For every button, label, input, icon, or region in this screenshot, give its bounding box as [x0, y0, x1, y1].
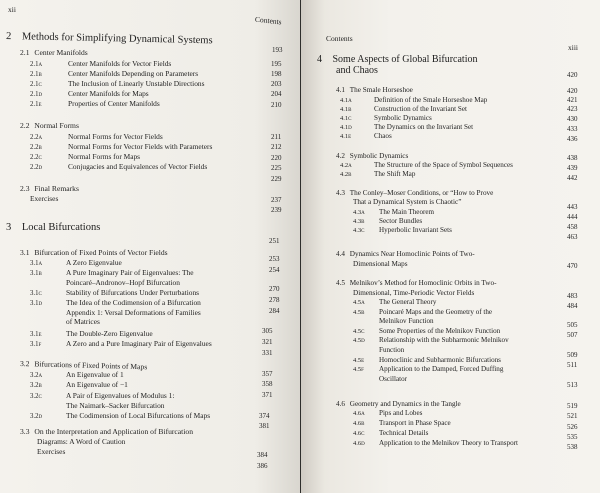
- subsection-2-2b: 2.2b Normal Forms for Vector Fields with Parameters: [30, 142, 213, 151]
- page-ref: 505: [567, 321, 578, 329]
- page-ref: 371: [262, 391, 273, 399]
- page-ref: 443: [567, 203, 578, 211]
- section-4-3-cont: That a Dynamical System is Chaotic”: [353, 198, 462, 206]
- appendix-1: Appendix 1: Versal Deformations of Families: [66, 308, 201, 317]
- chapter-2-heading: [6, 32, 213, 47]
- subsection-4-1b: 4.1b Construction of the Invariant Set: [340, 105, 467, 113]
- page-ref: 484: [567, 302, 578, 310]
- page-number-right: xiii: [568, 43, 579, 52]
- chapter-title: Some Aspects of Global Bifurcation: [332, 54, 478, 65]
- subsection-2-2a: 2.2a Normal Forms for Vector Fields: [30, 132, 163, 141]
- subsection-4-5b-cont: Melnikov Function: [379, 317, 434, 325]
- section-3-3: 3.3 On the Interpretation and Application of Bifurcation: [20, 427, 193, 436]
- page-ref: 439: [567, 164, 578, 172]
- exercises-ch2: Exercises: [30, 194, 59, 203]
- page-ref: 253: [269, 255, 280, 263]
- page-ref: 526: [567, 423, 578, 431]
- page-ref: 358: [262, 380, 273, 388]
- page-ref: 463: [567, 233, 578, 241]
- page-ref: 430: [567, 115, 578, 123]
- page-ref: 254: [269, 266, 280, 274]
- exercises-ch3: Exercises: [37, 447, 66, 456]
- section-4-3: 4.3 The Conley–Moser Conditions, or “How to Prove: [336, 189, 494, 197]
- page-ref: 420: [567, 87, 578, 95]
- page-ref: 513: [567, 381, 578, 389]
- page-number-left: xii: [8, 5, 16, 14]
- subsection-4-6a: 4.6a Pips and Lobes: [353, 409, 423, 417]
- subsection-2-2c: 2.2c Normal Forms for Maps: [30, 152, 141, 161]
- page-ref: 195: [271, 60, 282, 68]
- subsection-2-2d: 2.2d Conjugacies and Equivalences of Vector Fields: [30, 162, 208, 171]
- page-ref: 211: [271, 133, 282, 141]
- page-ref: 421: [567, 96, 578, 104]
- page-ref: 203: [271, 80, 282, 88]
- page-ref: 442: [567, 174, 578, 182]
- page-ref: 220: [271, 154, 282, 162]
- subsection-4-2b: 4.2b The Shift Map: [340, 170, 416, 178]
- running-head-right: Contents: [326, 34, 353, 43]
- page-ref: 444: [567, 213, 578, 221]
- subsection-2-1e: 2.1e Properties of Center Manifolds: [30, 99, 160, 108]
- section-4-4: 4.4 Dynamics Near Homoclinic Points of Two-: [336, 250, 475, 258]
- section-3-2: 3.2 Bifurcations of Fixed Points of Maps: [19, 359, 148, 372]
- page-ref: 305: [262, 327, 273, 335]
- chapter-number: 2: [5, 31, 12, 43]
- section-4-2: 4.2 Symbolic Dynamics: [336, 152, 409, 160]
- page-ref: 458: [567, 223, 578, 231]
- page-ref: 270: [269, 285, 280, 293]
- subsection-4-5a: 4.5a The General Theory: [353, 298, 437, 306]
- page-ref: 198: [271, 70, 282, 78]
- page-ref: 284: [269, 307, 280, 315]
- page-ref: 381: [259, 422, 270, 430]
- page-ref: 229: [271, 175, 282, 183]
- page-ref: 535: [567, 433, 578, 441]
- page-ref: 438: [567, 154, 578, 162]
- subsection-2-1c: 2.1c The Inclusion of Linearly Unstable Directions: [30, 79, 205, 88]
- subsection-4-1e: 4.1e Chaos: [340, 132, 392, 140]
- subsection-4-2a: 4.2a The Structure of the Space of Symbol Sequences: [340, 161, 513, 169]
- page-ref: 538: [567, 443, 578, 451]
- subsection-4-5b: 4.5b Poincaré Maps and the Geometry of the: [353, 308, 493, 316]
- subsection-4-3c: 4.3c Hyperbolic Invariant Sets: [353, 226, 452, 234]
- page-ref: 386: [257, 462, 268, 470]
- chapter-number: 3: [6, 222, 12, 233]
- chapter-title-cont: and Chaos: [336, 65, 378, 76]
- chapter-4-heading: [317, 55, 477, 65]
- page-ref: 519: [567, 402, 578, 410]
- subsection-4-6b: 4.6b Transport in Phase Space: [353, 419, 451, 427]
- chapter-number: 4: [317, 54, 322, 65]
- subsection-3-2b: 3.2b An Eigenvalue of −1: [30, 380, 128, 389]
- subsection-3-1d: 3.1d The Idea of the Codimension of a Bifurcation: [30, 298, 201, 307]
- page-ref: 193: [272, 46, 283, 54]
- page-ref: 436: [567, 135, 578, 143]
- section-4-4-cont: Dimensional Maps: [353, 260, 408, 268]
- page-ref: 420: [567, 71, 578, 79]
- section-3-3-cont: Diagrams: A Word of Caution: [37, 437, 126, 446]
- subsection-4-3a: 4.3a The Main Theorem: [353, 208, 435, 216]
- section-3-1: 3.1 Bifurcation of Fixed Points of Vector Fields: [20, 248, 168, 257]
- section-2-1: 2.1 Center Manifolds: [20, 48, 88, 57]
- subsection-3-2c-cont: The Naimark–Sacker Bifurcation: [66, 401, 165, 410]
- subsection-4-5f: 4.5f Application to the Damped, Forced Duffing: [353, 365, 504, 373]
- subsection-3-1f: 3.1f A Zero and a Pure Imaginary Pair of Eigenvalues: [30, 339, 212, 348]
- subsection-3-2c: 3.2c A Pair of Eigenvalues of Modulus 1:: [30, 391, 175, 400]
- page-ref: 357: [262, 370, 273, 378]
- page-ref: 374: [259, 412, 270, 420]
- section-4-5-cont: Dimensional, Time-Periodic Vector Fields: [353, 289, 475, 297]
- subsection-4-5e: 4.5e Homoclinic and Subharmonic Bifurcations: [353, 356, 501, 364]
- subsection-2-1b: 2.1b Center Manifolds Depending on Parameters: [30, 69, 199, 78]
- subsection-3-1b: 3.1b A Pure Imaginary Pair of Eigenvalues: The: [30, 268, 194, 277]
- subsection-4-1c: 4.1c Symbolic Dynamics: [340, 114, 432, 122]
- page-ref: 225: [271, 164, 282, 172]
- chapter-title: Methods for Simplifying Dynamical Systems: [21, 31, 213, 47]
- page-ref: 204: [271, 90, 282, 98]
- page-ref: 237: [271, 196, 282, 204]
- running-head-left: Contents: [254, 14, 283, 27]
- subsection-3-2a: 3.2a An Eigenvalue of 1: [30, 370, 124, 379]
- subsection-2-1a: 2.1a Center Manifolds for Vector Fields: [30, 59, 172, 68]
- subsection-4-5c: 4.5c Some Properties of the Melnikov Function: [353, 327, 501, 335]
- page-ref: 239: [271, 206, 282, 214]
- page-ref: 521: [567, 412, 578, 420]
- chapter-title: Local Bifurcations: [21, 222, 101, 233]
- subsection-4-1a: 4.1a Definition of the Smale Horseshoe Map: [340, 96, 488, 104]
- page-ref: 210: [271, 101, 282, 109]
- subsection-4-1d: 4.1d The Dynamics on the Invariant Set: [340, 123, 474, 131]
- subsection-3-1e: 3.1e The Double-Zero Eigenvalue: [30, 329, 153, 338]
- subsection-2-1d: 2.1d Center Manifolds for Maps: [30, 89, 149, 98]
- chapter-3-heading: [6, 223, 100, 234]
- subsection-3-1a: 3.1a A Zero Eigenvalue: [30, 258, 122, 267]
- page-ref: 331: [262, 349, 273, 357]
- page-ref: 251: [269, 237, 280, 245]
- page-ref: 423: [567, 105, 578, 113]
- subsection-4-6c: 4.6c Technical Details: [353, 429, 429, 437]
- page-ref: 321: [262, 338, 273, 346]
- subsection-3-1c: 3.1c Stability of Bifurcations Under Perturbations: [30, 288, 200, 297]
- subsection-3-1b-cont: Poincaré–Andronov–Hopf Bifurcation: [66, 278, 180, 287]
- section-4-1: 4.1 The Smale Horseshoe: [336, 86, 413, 94]
- section-2-3: 2.3 Final Remarks: [20, 184, 79, 193]
- subsection-4-3b: 4.3b Sector Bundles: [353, 217, 423, 225]
- subsection-4-6d: 4.6d Application to the Melnikov Theory to Transport: [353, 439, 518, 447]
- page-ref: 278: [269, 296, 280, 304]
- page-ref: 433: [567, 125, 578, 133]
- page-ref: 511: [567, 361, 578, 369]
- section-4-6: 4.6 Geometry and Dynamics in the Tangle: [336, 400, 461, 408]
- page-ref: 384: [257, 451, 268, 459]
- subsection-4-5d: 4.5d Relationship with the Subharmonic Melnikov: [353, 336, 509, 344]
- appendix-1-cont: of Matrices: [66, 317, 100, 326]
- page-ref: 212: [271, 143, 282, 151]
- subsection-4-5d-cont: Function: [379, 346, 405, 354]
- section-2-2: 2.2 Normal Forms: [20, 121, 79, 130]
- page-ref: 483: [567, 292, 578, 300]
- section-4-5: 4.5 Melnikov’s Method for Homoclinic Orbits in Two-: [336, 279, 497, 287]
- page-ref: 509: [567, 351, 578, 359]
- page-ref: 507: [567, 331, 578, 339]
- page-ref: 470: [567, 262, 578, 270]
- subsection-4-5f-cont: Oscillator: [379, 375, 407, 383]
- subsection-3-2d: 3.2d The Codimension of Local Bifurcations of Maps: [30, 411, 211, 420]
